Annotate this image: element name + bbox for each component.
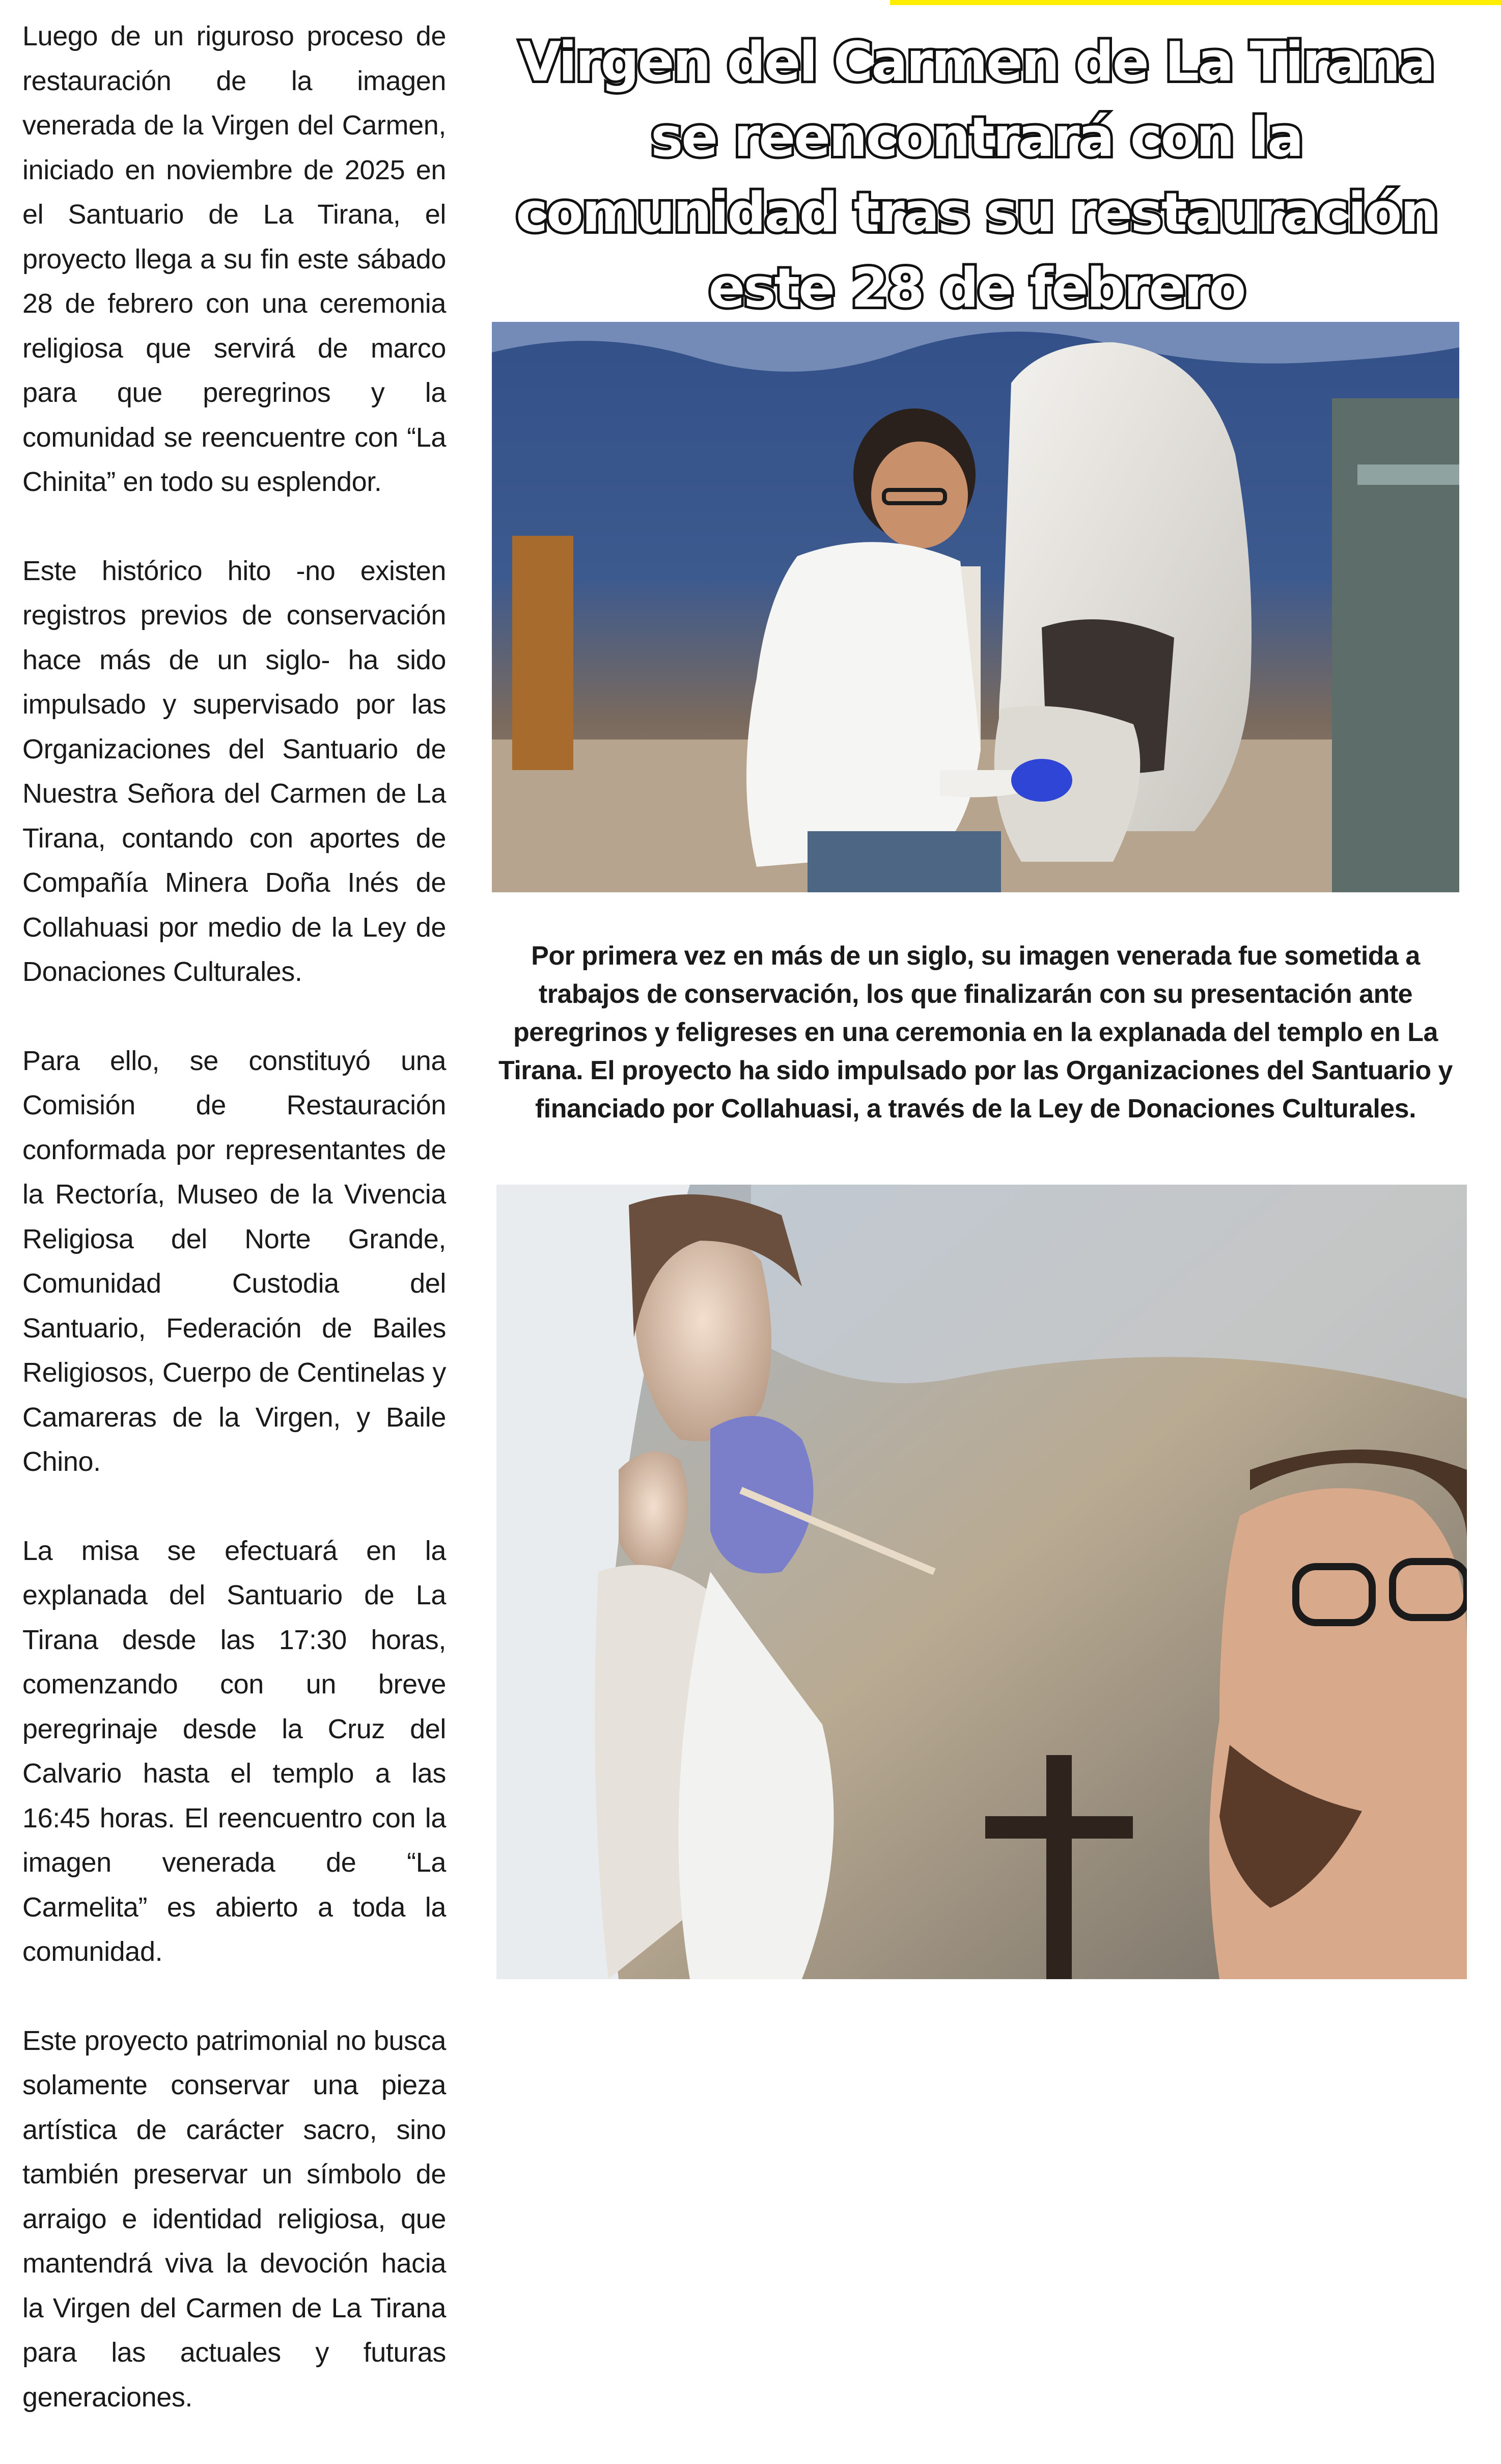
- body-paragraph-3: Para ello, se constituyó una Comisión de Restauración conformada por representantes de la Rectoría, Museo de la Vivencia Religiosa del Norte Grande, Comunidad Custodia del Santuario, Federación de Bailes Religiosos, Cuerpo de Centinelas y Camareras de la Virgen, y Baile Chino.: [22, 1045, 446, 1477]
- top-accent-bar: [890, 0, 1501, 5]
- body-paragraph-5: Este proyecto patrimonial no busca solamente conservar una pieza artística de carácter sacro, sino también preservar un símbolo de arraigo e identidad religiosa, que mantendrá viva la devoción hacia la Virgen del Carmen de La Tirana para las actuales y futuras generaciones.: [22, 2025, 446, 2413]
- body-paragraph-1: Luego de un riguroso proceso de restauración de la imagen venerada de la Virgen del Carmen, iniciado en noviembre de 2025 en el Santuario de La Tirana, el proyecto llega a su fin este sábado 28 de febrero con una ceremonia religiosa que servirá de marco para que peregrinos y la comunidad se reencuentre con “La Chinita” en todo su esplendor.: [22, 21, 446, 497]
- photo-restorer-detail: [496, 1185, 1467, 1979]
- photo-restorer-kneeling: [492, 322, 1459, 892]
- body-paragraph-2: Este histórico hito -no existen registros previos de conservación hace más de un siglo- ha sido impulsado y supervisado por las Organizaciones del Santuario de Nuestra Señora del Carmen de La Tirana, contando con aportes de Compañía Minera Doña Inés de Collahuasi por medio de la Ley de Donaciones Culturales.: [22, 555, 446, 987]
- photo-caption: Por primera vez en más de un siglo, su imagen venerada fue sometida a trabajos de conservación, los que finalizarán con su presentación ante peregrinos y feligreses en una ceremonia en la explanada del templo en La Tirana. El proyecto ha sido impulsado por las Organizaciones del Santuario y financiado por Collahuasi, a través de la Ley de Donaciones Culturales.: [498, 941, 1453, 1124]
- article-headline: Virgen del Carmen de La Tirana se reencontrará con la comunidad tras su restauración este 28 de febrero: [516, 31, 1437, 319]
- body-paragraph-4: La misa se efectuará en la explanada del Santuario de La Tirana desde las 17:30 horas, comenzando con un breve peregrinaje desde la Cruz del Calvario hasta el templo a las 16:45 horas. El reencuentro con la imagen venerada de “La Carmelita” es abierto a toda la comunidad.: [22, 1535, 446, 1967]
- article-body: [22, 14, 446, 2464]
